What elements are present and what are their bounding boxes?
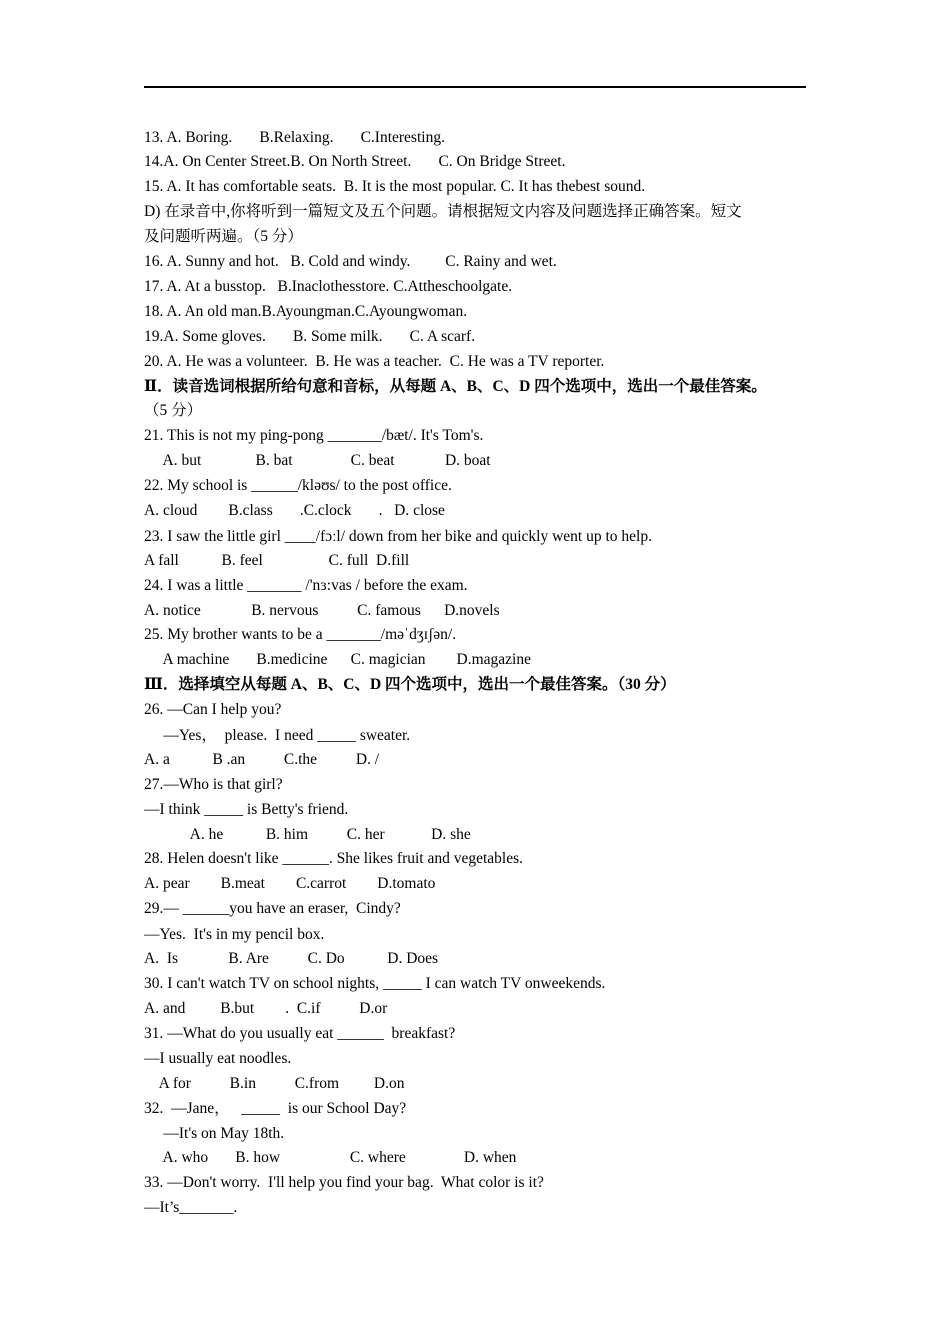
- question-18-options: 18. A. An old man.B.Ayoungman.C.Ayoungwoman.: [144, 303, 468, 320]
- question-17-options: 17. A. At a busstop. B.Inaclothesstore. C.Attheschoolgate.: [144, 278, 513, 295]
- question-33-reply: —It’s_______.: [144, 1199, 238, 1216]
- section-d-instructions: D) 在录音中,你将听到一篇短文及五个问题。请根据短文内容及问题选择正确答案。短文: [144, 203, 742, 220]
- question-30: 30. I can't watch TV on school nights, _____ I can watch TV onweekends.: [144, 975, 606, 992]
- question-31-reply: —I usually eat noodles.: [144, 1050, 292, 1067]
- question-24: 24. I was a little _______ /'nɜ:vas / before the exam.: [144, 577, 468, 594]
- question-28-options: A. pear B.meat C.carrot D.tomato: [144, 875, 436, 892]
- question-32: 32. —Jane， _____ is our School Day?: [144, 1100, 407, 1117]
- section-2-heading: Ⅱ．读音选词根据所给句意和音标，从每题 A、B、C、D 四个选项中，选出一个最佳答案。: [144, 378, 767, 395]
- question-26-options: A. a B .an C.the D. /: [144, 751, 380, 768]
- question-29-options: A. Is B. Are C. Do D. Does: [144, 950, 439, 967]
- question-26-reply: —Yes， please. I need _____ sweater.: [144, 727, 411, 744]
- question-16-options: 16. A. Sunny and hot. B. Cold and windy. C. Rainy and wet.: [144, 253, 557, 270]
- question-28: 28. Helen doesn't like ______. She likes fruit and vegetables.: [144, 850, 524, 867]
- question-22-options: A. cloud B.class .C.clock . D. close: [144, 502, 445, 519]
- question-21: 21. This is not my ping-pong _______/bæt/. It's Tom's.: [144, 427, 484, 444]
- question-31-options: A for B.in C.from D.on: [144, 1075, 405, 1092]
- header-rule: [144, 86, 806, 88]
- question-19-options: 19.A. Some gloves. B. Some milk. C. A scarf.: [144, 328, 476, 345]
- section-d-instructions-cont: 及问题听两遍。（5 分）: [144, 228, 303, 245]
- question-27-options: A. he B. him C. her D. she: [144, 826, 471, 843]
- question-27-reply: —I think _____ is Betty's friend.: [144, 801, 349, 818]
- question-14-options: 14.A. On Center Street.B. On North Street. C. On Bridge Street.: [144, 153, 566, 170]
- question-20-options: 20. A. He was a volunteer. B. He was a teacher. C. He was a TV reporter.: [144, 353, 605, 370]
- question-30-options: A. and B.but . C.if D.or: [144, 1000, 388, 1017]
- section-3-heading: Ⅲ．选择填空从每题 A、B、C、D 四个选项中，选出一个最佳答案。（30 分）: [144, 676, 676, 693]
- question-29-reply: —Yes. It's in my pencil box.: [144, 926, 325, 943]
- question-25: 25. My brother wants to be a _______/məˈdʒɪʃən/.: [144, 626, 457, 643]
- question-29: 29.— ______you have an eraser, Cindy?: [144, 900, 401, 917]
- question-32-options: A. who B. how C. where D. when: [144, 1149, 517, 1166]
- question-15-options: 15. A. It has comfortable seats. B. It is the most popular. C. It has thebest sound.: [144, 178, 646, 195]
- question-25-options: A machine B.medicine C. magician D.magazine: [144, 651, 531, 668]
- question-24-options: A. notice B. nervous C. famous D.novels: [144, 602, 500, 619]
- question-13-options: 13. A. Boring. B.Relaxing. C.Interesting.: [144, 129, 445, 146]
- question-26: 26. —Can I help you?: [144, 701, 282, 718]
- question-32-reply: —It's on May 18th.: [144, 1125, 285, 1142]
- question-21-options: A. but B. bat C. beat D. boat: [144, 452, 491, 469]
- question-22: 22. My school is ______/kləʊs/ to the post office.: [144, 477, 452, 494]
- question-23: 23. I saw the little girl ____/fɔːl/ down from her bike and quickly went up to help.: [144, 528, 652, 545]
- question-33: 33. —Don't worry. I'll help you find your bag. What color is it?: [144, 1174, 544, 1191]
- section-2-points: （5 分）: [144, 402, 203, 419]
- question-31: 31. —What do you usually eat ______ breakfast?: [144, 1025, 456, 1042]
- question-27: 27.—Who is that girl?: [144, 776, 283, 793]
- question-23-options: A fall B. feel C. full D.fill: [144, 552, 410, 569]
